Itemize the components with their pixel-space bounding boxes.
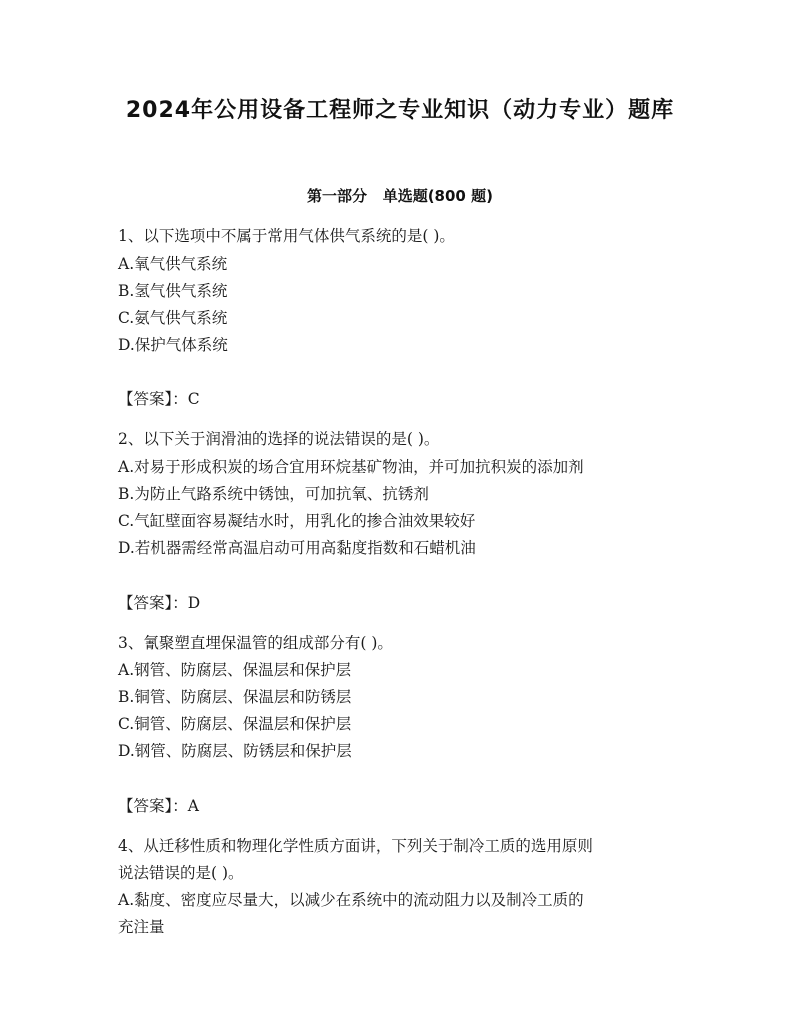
question-4-option-a-continued: 充注量 bbox=[118, 918, 165, 936]
question-3-option-a: A.钢管、防腐层、保温层和保护层 bbox=[118, 661, 352, 679]
question-1-stem: 1、以下选项中不属于常用气体供气系统的是( )。 bbox=[118, 227, 455, 245]
question-3-option-c: C.铜管、防腐层、保温层和保护层 bbox=[118, 715, 352, 733]
question-3-option-b: B.铜管、防腐层、保温层和防锈层 bbox=[118, 688, 352, 706]
section-heading: 第一部分 单选题(800 题) bbox=[307, 187, 493, 205]
document-title: 2024年公用设备工程师之专业知识（动力专业）题库 bbox=[125, 98, 675, 123]
question-3-stem: 3、氰聚塑直埋保温管的组成部分有( )。 bbox=[118, 634, 393, 652]
question-2-option-a: A.对易于形成积炭的场合宜用环烷基矿物油，并可加抗积炭的添加剂 bbox=[118, 458, 584, 476]
question-2-answer: 【答案】：D bbox=[118, 594, 201, 612]
question-3-option-d: D.钢管、防腐层、防锈层和保护层 bbox=[118, 742, 352, 760]
question-1-option-c: C.氨气供气系统 bbox=[118, 309, 228, 327]
question-4-stem-line-2: 说法错误的是( )。 bbox=[118, 864, 244, 882]
question-2-option-d: D.若机器需经常高温启动可用高黏度指数和石蜡机油 bbox=[118, 539, 476, 557]
question-4-option-a: A.黏度、密度应尽量大，以减少在系统中的流动阻力以及制冷工质的 bbox=[118, 891, 584, 909]
question-1-answer: 【答案】：C bbox=[118, 390, 200, 408]
question-1-option-b: B.氢气供气系统 bbox=[118, 282, 228, 300]
question-3-answer: 【答案】：A bbox=[118, 797, 199, 815]
question-4-stem-line-1: 4、从迁移性质和物理化学性质方面讲，下列关于制冷工质的选用原则 bbox=[118, 837, 593, 855]
question-2-stem: 2、以下关于润滑油的选择的说法错误的是( )。 bbox=[118, 430, 440, 448]
question-1-option-a: A.氧气供气系统 bbox=[118, 255, 228, 273]
question-2-option-c: C.气缸壁面容易凝结水时，用乳化的掺合油效果较好 bbox=[118, 512, 476, 530]
question-2-option-b: B.为防止气路系统中锈蚀，可加抗氧、抗锈剂 bbox=[118, 485, 429, 503]
question-1-option-d: D.保护气体系统 bbox=[118, 336, 228, 354]
